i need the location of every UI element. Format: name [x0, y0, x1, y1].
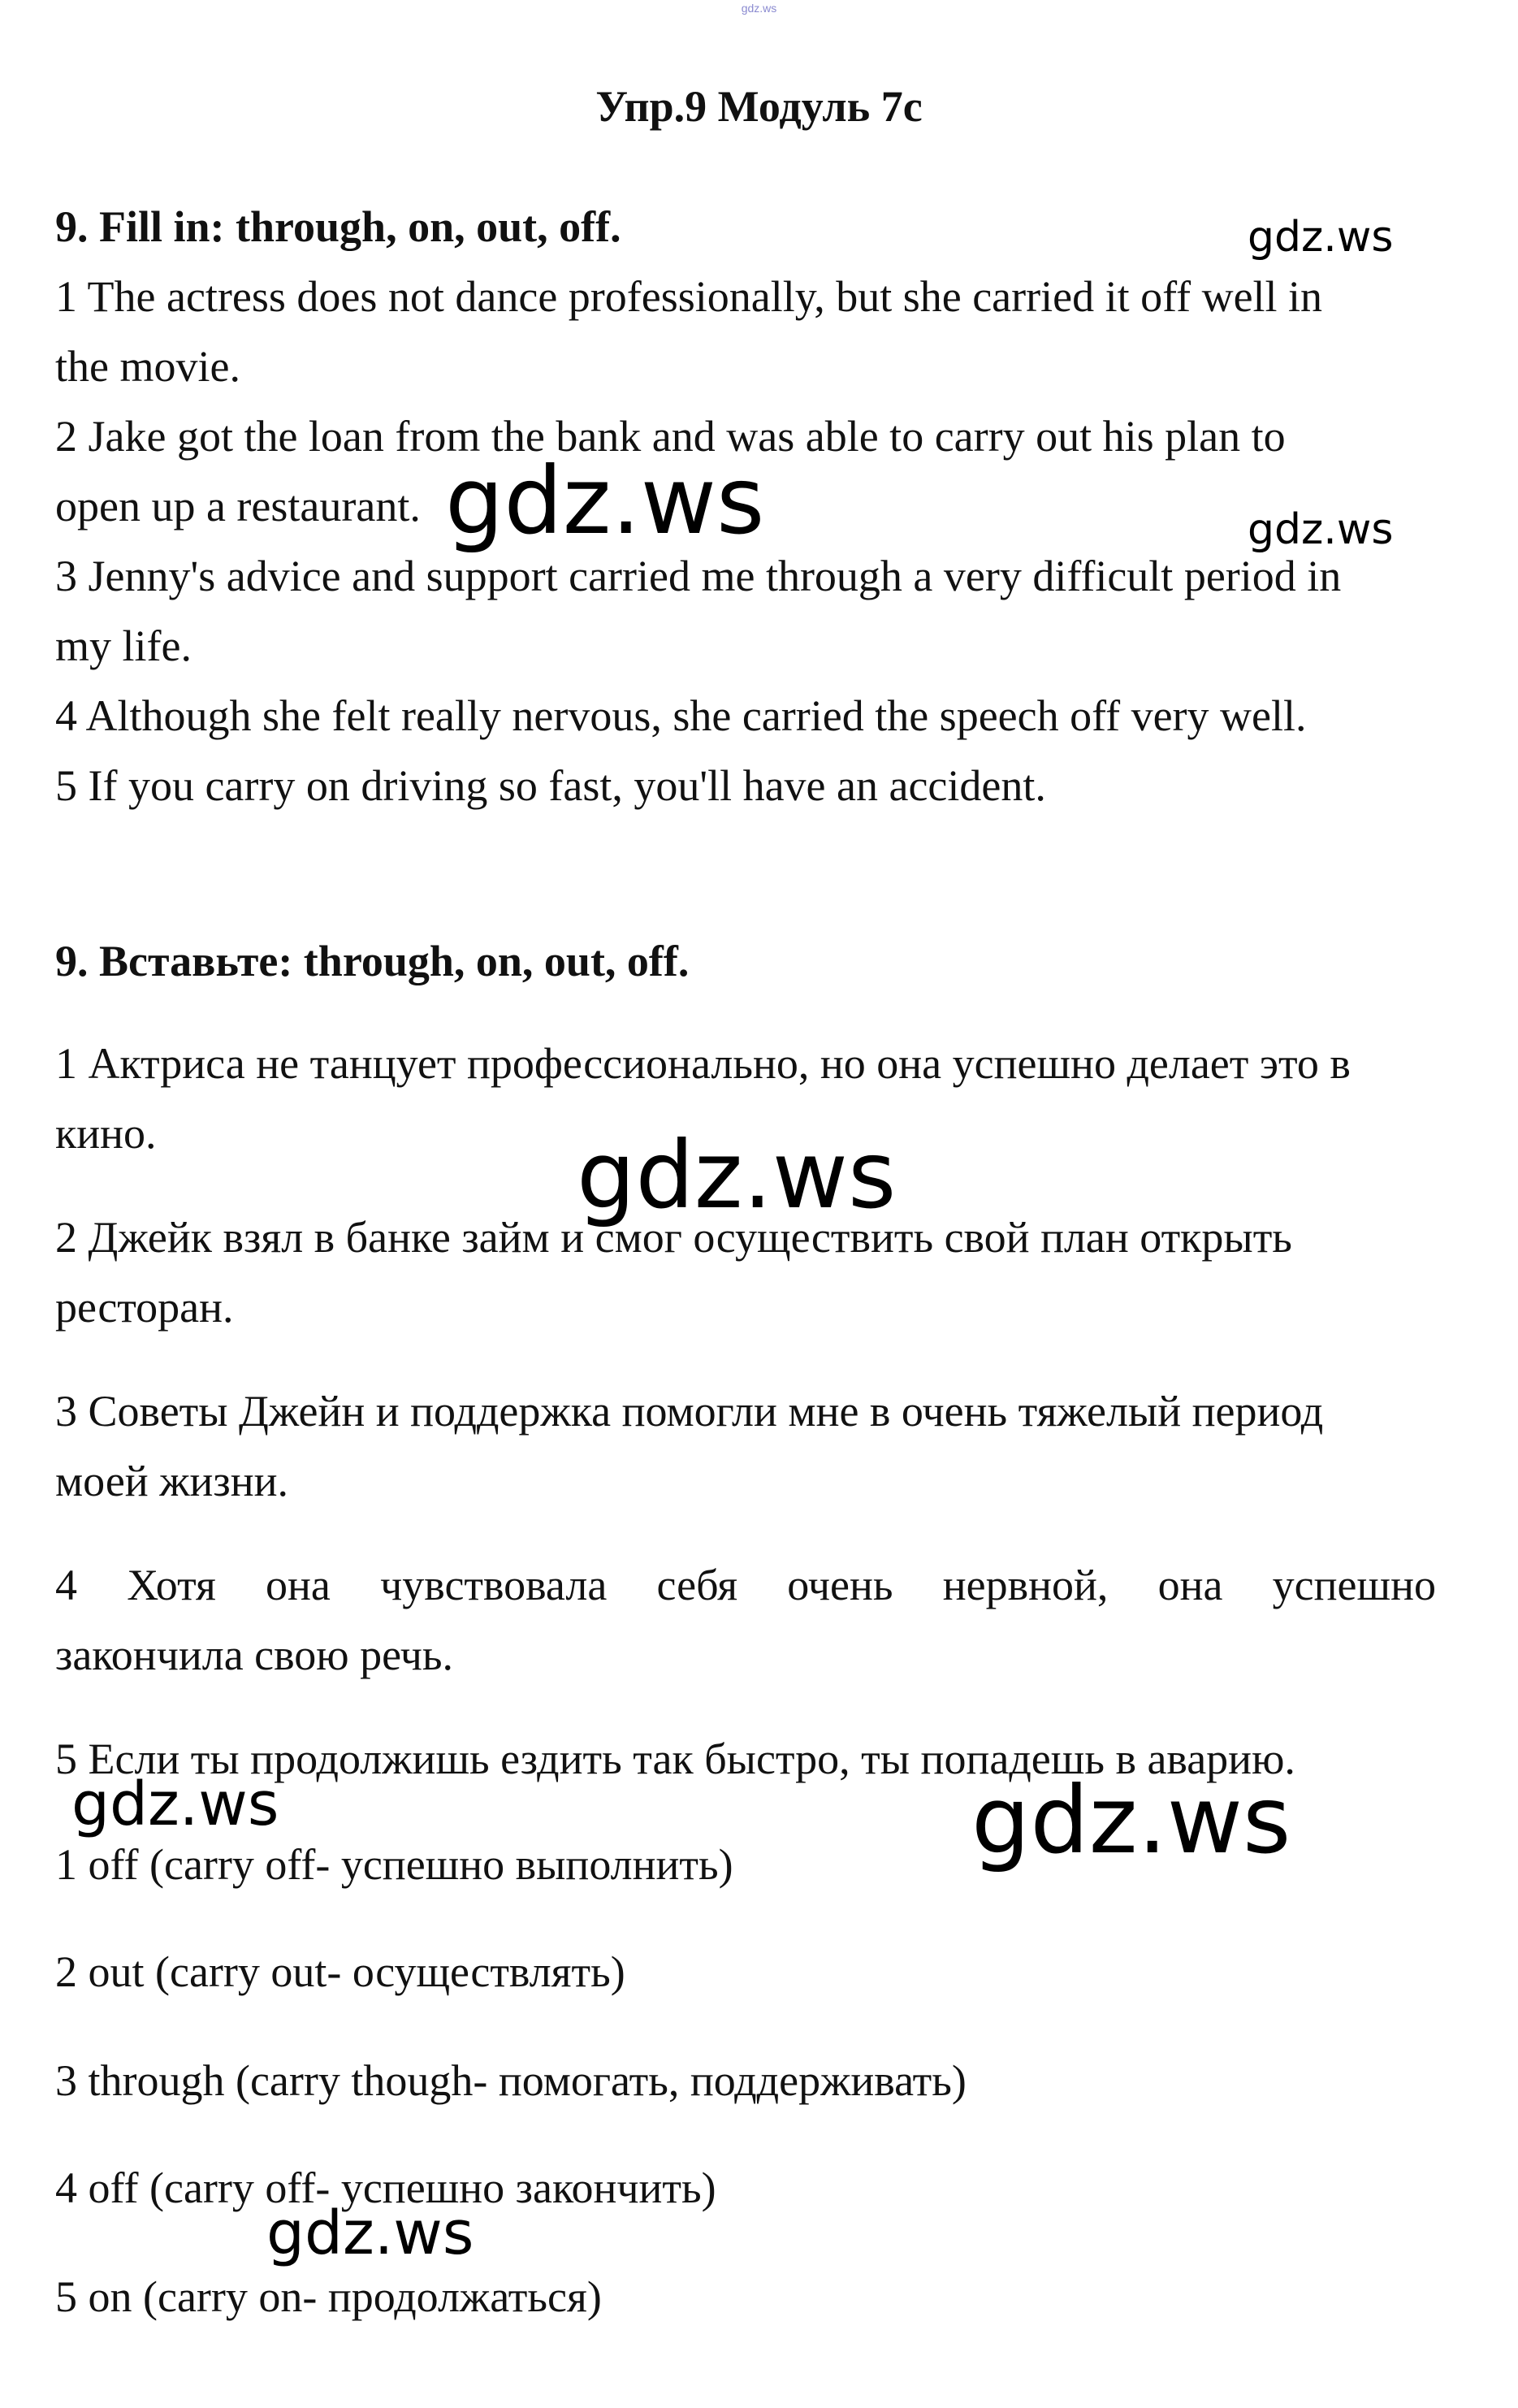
english-line-6: my life. — [55, 621, 192, 670]
top-watermark: gdz.ws — [741, 2, 777, 15]
watermark: gdz.ws — [266, 2198, 474, 2268]
russian-line-8: закончила свою речь. — [55, 1631, 454, 1679]
russian-line-5: 3 Советы Джейн и поддержка помогли мне в очень тяжелый период — [55, 1387, 1324, 1436]
answer-1: 1 off (carry off- успешно выполнить) — [55, 1840, 733, 1889]
watermark: gdz.ws — [445, 447, 765, 555]
answer-5: 5 on (carry on- продолжаться) — [55, 2272, 602, 2321]
english-line-2: the movie. — [55, 342, 240, 391]
answer-4: 4 off (carry off- успешно закончить) — [55, 2163, 716, 2212]
russian-line-7: 4 Хотя она чувствовала себя очень нервной, она успешно — [55, 1561, 1436, 1609]
watermark: gdz.ws — [971, 1766, 1291, 1874]
english-line-5: 3 Jenny's advice and support carried me through a very difficult period in — [55, 552, 1342, 600]
english-heading: 9. Fill in: through, on, out, off. — [55, 202, 621, 251]
english-line-7: 4 Although she felt really nervous, she carried the speech off very well. — [55, 691, 1307, 740]
english-line-4: open up a restaurant. — [55, 482, 421, 531]
english-line-8: 5 If you carry on driving so fast, you'll have an accident. — [55, 761, 1046, 810]
watermark: gdz.ws — [1248, 505, 1394, 554]
english-line-3: 2 Jake got the loan from the bank and was able to carry out his plan to — [55, 412, 1286, 461]
english-line-1: 1 The actress does not dance professionally, but she carried it off well in — [55, 272, 1323, 321]
page-title: Упр.9 Модуль 7с — [595, 82, 923, 131]
russian-line-2: кино. — [55, 1109, 157, 1158]
russian-heading: 9. Вставьте: through, on, out, off. — [55, 937, 690, 985]
russian-line-3: 2 Джейк взял в банке займ и смог осуществить свой план открыть — [55, 1213, 1292, 1262]
watermark: gdz.ws — [1248, 213, 1394, 262]
russian-line-4: ресторан. — [55, 1283, 234, 1332]
russian-line-6: моей жизни. — [55, 1457, 289, 1505]
russian-line-1: 1 Актриса не танцует профессионально, но она успешно делает это в — [55, 1039, 1351, 1088]
answer-2: 2 out (carry out- осуществлять) — [55, 1947, 625, 1996]
russian-line-9: 5 Если ты продолжишь ездить так быстро, ты попадешь в аварию. — [55, 1735, 1295, 1783]
answer-3: 3 through (carry though- помогать, поддерживать) — [55, 2056, 967, 2105]
watermark: gdz.ws — [577, 1121, 897, 1229]
watermark: gdz.ws — [71, 1769, 279, 1839]
